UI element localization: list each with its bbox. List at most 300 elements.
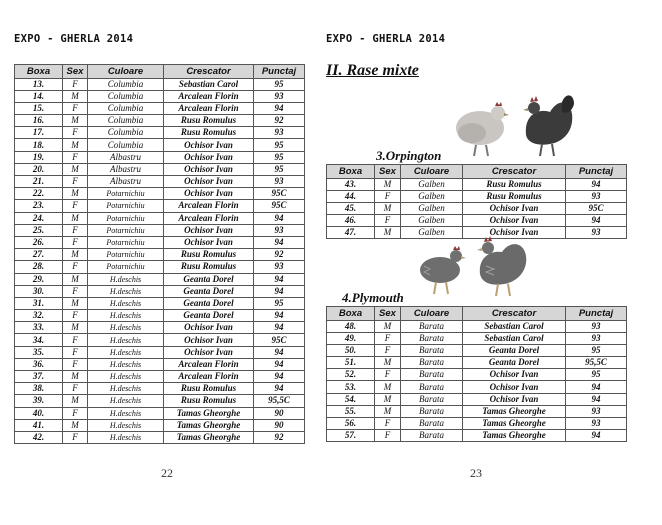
punctaj-cell: 92 — [254, 249, 305, 261]
boxa-cell: 51. — [327, 357, 375, 369]
sex-cell: F — [375, 418, 401, 430]
boxa-header: Boxa — [15, 65, 63, 79]
page-number: 22 — [161, 466, 173, 480]
sex-cell: F — [63, 127, 88, 139]
crescator-cell: Rusu Romulus — [463, 178, 566, 190]
boxa-cell: 30. — [15, 285, 63, 297]
table-row — [15, 261, 305, 273]
sex-cell: M — [63, 188, 88, 200]
table-row — [327, 418, 627, 430]
sex-cell: M — [63, 249, 88, 261]
crescator-cell: Geanta Dorel — [164, 310, 254, 322]
table-row — [15, 322, 305, 334]
plymouth-title: 4.Plymouth — [342, 290, 404, 305]
culoare-cell: H.deschis — [88, 395, 164, 407]
crescator-cell: Arcalean Florin — [164, 90, 254, 102]
punctaj-cell: 90 — [254, 407, 305, 419]
crescator-cell: Arcalean Florin — [164, 358, 254, 370]
punctaj-cell: 95 — [254, 139, 305, 151]
culoare-cell: H.deschis — [88, 358, 164, 370]
sex-cell: M — [63, 163, 88, 175]
crescator-cell: Ochisor Ivan — [463, 227, 566, 239]
punctaj-header: Punctaj — [254, 65, 305, 79]
table-row — [15, 431, 305, 443]
punctaj-cell: 95C — [254, 334, 305, 346]
culoare-cell: H.deschis — [88, 297, 164, 309]
crescator-cell: Sebastian Carol — [463, 320, 566, 332]
punctaj-cell: 94 — [254, 383, 305, 395]
sex-cell: F — [63, 224, 88, 236]
crescator-cell: Ochisor Ivan — [164, 346, 254, 358]
punctaj-cell: 90 — [254, 419, 305, 431]
sex-cell: M — [63, 395, 88, 407]
culoare-cell: Columbia — [88, 127, 164, 139]
culoare-cell: Galben — [401, 215, 463, 227]
boxa-cell: 54. — [327, 393, 375, 405]
punctaj-cell: 93 — [254, 127, 305, 139]
culoare-cell: Barata — [401, 393, 463, 405]
culoare-cell: Columbia — [88, 78, 164, 90]
crescator-cell: Ochisor Ivan — [164, 188, 254, 200]
crescator-cell: Geanta Dorel — [164, 297, 254, 309]
right-page — [318, 0, 662, 525]
culoare-cell: Barata — [401, 320, 463, 332]
table-row — [15, 285, 305, 297]
culoare-cell: H.deschis — [88, 371, 164, 383]
punctaj-cell: 94 — [254, 322, 305, 334]
sex-cell: F — [63, 200, 88, 212]
punctaj-cell: 93 — [566, 190, 627, 202]
culoare-cell: H.deschis — [88, 322, 164, 334]
boxa-cell: 26. — [15, 236, 63, 248]
culoare-cell: Barata — [401, 430, 463, 442]
punctaj-cell: 94 — [566, 381, 627, 393]
punctaj-cell: 95C — [254, 188, 305, 200]
culoare-header: Culoare — [401, 165, 463, 179]
sex-cell: M — [375, 381, 401, 393]
culoare-cell: Galben — [401, 202, 463, 214]
crescator-header: Crescator — [463, 307, 566, 321]
orpington-title: 3.Orpington — [376, 148, 442, 163]
table-row — [15, 407, 305, 419]
culoare-cell: H.deschis — [88, 334, 164, 346]
culoare-cell: H.deschis — [88, 346, 164, 358]
sex-cell: M — [63, 139, 88, 151]
table-row — [327, 357, 627, 369]
table-row — [15, 395, 305, 407]
culoare-cell: Barata — [401, 369, 463, 381]
culoare-cell: Potarnichiu — [88, 224, 164, 236]
culoare-cell: Albastru — [88, 151, 164, 163]
crescator-cell: Geanta Dorel — [164, 273, 254, 285]
punctaj-cell: 95 — [254, 297, 305, 309]
boxa-cell: 13. — [15, 78, 63, 90]
boxa-cell: 17. — [15, 127, 63, 139]
boxa-cell: 55. — [327, 405, 375, 417]
boxa-cell: 53. — [327, 381, 375, 393]
table-row — [327, 344, 627, 356]
punctaj-cell: 95 — [254, 151, 305, 163]
crescator-cell: Tamas Gheorghe — [463, 418, 566, 430]
culoare-cell: Barata — [401, 381, 463, 393]
crescator-cell: Ochisor Ivan — [463, 202, 566, 214]
punctaj-cell: 95 — [254, 78, 305, 90]
punctaj-cell: 94 — [254, 285, 305, 297]
table-row — [15, 151, 305, 163]
sex-cell: M — [63, 212, 88, 224]
table-row — [15, 212, 305, 224]
culoare-cell: Potarnichiu — [88, 236, 164, 248]
sex-cell: F — [375, 344, 401, 356]
table-row — [15, 358, 305, 370]
crescator-cell: Rusu Romulus — [164, 249, 254, 261]
crescator-header: Crescator — [164, 65, 254, 79]
punctaj-cell: 93 — [254, 261, 305, 273]
boxa-cell: 19. — [15, 151, 63, 163]
boxa-cell: 29. — [15, 273, 63, 285]
sex-cell: M — [63, 419, 88, 431]
sex-cell: F — [375, 369, 401, 381]
culoare-cell: Barata — [401, 418, 463, 430]
punctaj-cell: 93 — [566, 405, 627, 417]
culoare-cell: Barata — [401, 357, 463, 369]
culoare-cell: H.deschis — [88, 273, 164, 285]
crescator-cell: Sebastian Carol — [463, 332, 566, 344]
punctaj-cell: 93 — [566, 418, 627, 430]
left-page-header: EXPO - GHERLA 2014 — [14, 33, 134, 45]
left-page — [0, 0, 326, 525]
boxa-cell: 36. — [15, 358, 63, 370]
table-row — [327, 381, 627, 393]
punctaj-cell: 94 — [566, 393, 627, 405]
table-row — [327, 332, 627, 344]
culoare-cell: Galben — [401, 227, 463, 239]
plymouth-table — [326, 306, 627, 442]
punctaj-cell: 95C — [254, 200, 305, 212]
boxa-cell: 47. — [327, 227, 375, 239]
page-number: 23 — [470, 466, 482, 480]
punctaj-cell: 92 — [254, 431, 305, 443]
table-row — [15, 383, 305, 395]
plymouth-rooster-image — [477, 236, 526, 296]
culoare-cell: Barata — [401, 405, 463, 417]
table-row — [327, 202, 627, 214]
crescator-cell: Ochisor Ivan — [463, 393, 566, 405]
boxa-cell: 48. — [327, 320, 375, 332]
sex-cell: M — [63, 322, 88, 334]
crescator-cell: Rusu Romulus — [164, 383, 254, 395]
table-row — [15, 224, 305, 236]
punctaj-cell: 94 — [254, 346, 305, 358]
culoare-cell: Columbia — [88, 90, 164, 102]
sex-cell: F — [63, 176, 88, 188]
boxa-cell: 15. — [15, 102, 63, 114]
punctaj-cell: 94 — [254, 236, 305, 248]
sex-cell: M — [375, 178, 401, 190]
table-row — [327, 215, 627, 227]
punctaj-cell: 95C — [566, 202, 627, 214]
orpington-chickens-photo — [454, 90, 576, 160]
boxa-cell: 16. — [15, 115, 63, 127]
punctaj-cell: 93 — [566, 320, 627, 332]
crescator-cell: Sebastian Carol — [164, 78, 254, 90]
punctaj-cell: 95 — [566, 344, 627, 356]
sex-header: Sex — [375, 307, 401, 321]
boxa-cell: 40. — [15, 407, 63, 419]
boxa-cell: 35. — [15, 346, 63, 358]
table-header-row — [327, 165, 627, 179]
culoare-cell: Columbia — [88, 102, 164, 114]
sex-cell: M — [63, 371, 88, 383]
culoare-header: Culoare — [401, 307, 463, 321]
sex-cell: M — [375, 320, 401, 332]
boxa-header: Boxa — [327, 165, 375, 179]
culoare-cell: H.deschis — [88, 419, 164, 431]
punctaj-cell: 94 — [254, 371, 305, 383]
culoare-cell: Potarnichiu — [88, 188, 164, 200]
table-row — [15, 273, 305, 285]
culoare-cell: Columbia — [88, 139, 164, 151]
punctaj-cell: 93 — [254, 90, 305, 102]
boxa-cell: 57. — [327, 430, 375, 442]
boxa-cell: 32. — [15, 310, 63, 322]
crescator-cell: Rusu Romulus — [164, 115, 254, 127]
boxa-cell: 31. — [15, 297, 63, 309]
crescator-cell: Ochisor Ivan — [164, 236, 254, 248]
table-row — [15, 115, 305, 127]
table-row — [15, 346, 305, 358]
table-row — [15, 236, 305, 248]
crescator-cell: Ochisor Ivan — [164, 151, 254, 163]
crescator-cell: Ochisor Ivan — [164, 224, 254, 236]
culoare-cell: Galben — [401, 178, 463, 190]
boxa-cell: 43. — [327, 178, 375, 190]
boxa-cell: 45. — [327, 202, 375, 214]
section-title: II. Rase mixte — [326, 62, 419, 79]
culoare-cell: Barata — [401, 344, 463, 356]
punctaj-cell: 94 — [566, 430, 627, 442]
boxa-cell: 14. — [15, 90, 63, 102]
table-row — [15, 188, 305, 200]
sex-cell: M — [63, 273, 88, 285]
sex-cell: F — [63, 358, 88, 370]
sex-cell: F — [375, 190, 401, 202]
sex-cell: F — [375, 215, 401, 227]
sex-cell: F — [63, 431, 88, 443]
punctaj-header: Punctaj — [566, 307, 627, 321]
culoare-cell: Barata — [401, 332, 463, 344]
crescator-cell: Arcalean Florin — [164, 371, 254, 383]
culoare-header: Culoare — [88, 65, 164, 79]
table-header-row — [327, 307, 627, 321]
table-row — [15, 249, 305, 261]
boxa-cell: 23. — [15, 200, 63, 212]
boxa-cell: 21. — [15, 176, 63, 188]
punctaj-cell: 93 — [566, 332, 627, 344]
culoare-cell: Galben — [401, 190, 463, 202]
culoare-cell: H.deschis — [88, 431, 164, 443]
punctaj-cell: 92 — [254, 115, 305, 127]
culoare-cell: H.deschis — [88, 407, 164, 419]
table-row — [327, 320, 627, 332]
culoare-cell: Potarnichiu — [88, 261, 164, 273]
boxa-cell: 22. — [15, 188, 63, 200]
punctaj-cell: 94 — [254, 358, 305, 370]
culoare-cell: Potarnichiu — [88, 249, 164, 261]
sex-cell: M — [375, 227, 401, 239]
culoare-cell: Potarnichiu — [88, 212, 164, 224]
sex-cell: M — [63, 115, 88, 127]
crescator-cell: Geanta Dorel — [164, 285, 254, 297]
sex-cell: F — [63, 285, 88, 297]
crescator-cell: Ochisor Ivan — [164, 176, 254, 188]
left-results-table — [14, 64, 305, 444]
punctaj-cell: 93 — [566, 227, 627, 239]
crescator-cell: Ochisor Ivan — [164, 163, 254, 175]
culoare-cell: H.deschis — [88, 285, 164, 297]
sex-cell: M — [375, 202, 401, 214]
punctaj-cell: 93 — [254, 176, 305, 188]
right-page-header: EXPO - GHERLA 2014 — [326, 33, 446, 45]
boxa-cell: 42. — [15, 431, 63, 443]
punctaj-header: Punctaj — [566, 165, 627, 179]
table-row — [327, 190, 627, 202]
crescator-cell: Ochisor Ivan — [463, 381, 566, 393]
crescator-cell: Tamas Gheorghe — [463, 405, 566, 417]
table-row — [15, 102, 305, 114]
boxa-cell: 56. — [327, 418, 375, 430]
crescator-cell: Tamas Gheorghe — [463, 430, 566, 442]
table-row — [15, 78, 305, 90]
culoare-cell: Albastru — [88, 176, 164, 188]
boxa-cell: 25. — [15, 224, 63, 236]
sex-cell: M — [375, 393, 401, 405]
table-row — [327, 430, 627, 442]
sex-cell: F — [63, 151, 88, 163]
boxa-cell: 34. — [15, 334, 63, 346]
boxa-cell: 52. — [327, 369, 375, 381]
crescator-cell: Tamas Gheorghe — [164, 431, 254, 443]
culoare-cell: Potarnichiu — [88, 200, 164, 212]
culoare-cell: H.deschis — [88, 310, 164, 322]
table-row — [15, 371, 305, 383]
crescator-cell: Rusu Romulus — [164, 127, 254, 139]
punctaj-cell: 95,5C — [254, 395, 305, 407]
punctaj-cell: 95,5C — [566, 357, 627, 369]
table-row — [327, 369, 627, 381]
crescator-cell: Geanta Dorel — [463, 357, 566, 369]
boxa-cell: 27. — [15, 249, 63, 261]
boxa-cell: 33. — [15, 322, 63, 334]
crescator-cell: Ochisor Ivan — [463, 215, 566, 227]
crescator-cell: Ochisor Ivan — [164, 334, 254, 346]
boxa-cell: 28. — [15, 261, 63, 273]
punctaj-cell: 94 — [566, 215, 627, 227]
orpington-hen-image — [456, 102, 509, 156]
punctaj-cell: 94 — [254, 273, 305, 285]
crescator-cell: Arcalean Florin — [164, 200, 254, 212]
table-row — [15, 310, 305, 322]
boxa-cell: 20. — [15, 163, 63, 175]
boxa-cell: 46. — [327, 215, 375, 227]
orpington-table — [326, 164, 627, 239]
sex-header: Sex — [63, 65, 88, 79]
boxa-cell: 41. — [15, 419, 63, 431]
sex-cell: F — [63, 383, 88, 395]
boxa-cell: 24. — [15, 212, 63, 224]
crescator-cell: Geanta Dorel — [463, 344, 566, 356]
punctaj-cell: 94 — [254, 102, 305, 114]
culoare-cell: Albastru — [88, 163, 164, 175]
plymouth-chickens-photo — [418, 236, 530, 300]
culoare-cell: Columbia — [88, 115, 164, 127]
table-row — [15, 90, 305, 102]
boxa-cell: 38. — [15, 383, 63, 395]
orpington-rooster-image — [523, 95, 574, 156]
boxa-cell: 37. — [15, 371, 63, 383]
crescator-cell: Ochisor Ivan — [463, 369, 566, 381]
sex-cell: M — [63, 297, 88, 309]
sex-cell: F — [63, 334, 88, 346]
culoare-cell: H.deschis — [88, 383, 164, 395]
crescator-header: Crescator — [463, 165, 566, 179]
boxa-cell: 44. — [327, 190, 375, 202]
table-row — [15, 163, 305, 175]
punctaj-cell: 95 — [566, 369, 627, 381]
sex-cell: F — [63, 236, 88, 248]
boxa-header: Boxa — [327, 307, 375, 321]
plymouth-hen-image — [420, 246, 466, 294]
sex-cell: F — [63, 310, 88, 322]
punctaj-cell: 93 — [254, 224, 305, 236]
sex-cell: M — [63, 90, 88, 102]
table-row — [15, 200, 305, 212]
crescator-cell: Arcalean Florin — [164, 102, 254, 114]
crescator-cell: Rusu Romulus — [463, 190, 566, 202]
boxa-cell: 18. — [15, 139, 63, 151]
sex-cell: F — [63, 407, 88, 419]
sex-cell: F — [63, 261, 88, 273]
crescator-cell: Rusu Romulus — [164, 261, 254, 273]
sex-cell: F — [63, 102, 88, 114]
crescator-cell: Rusu Romulus — [164, 395, 254, 407]
crescator-cell: Tamas Gheorghe — [164, 407, 254, 419]
table-row — [327, 393, 627, 405]
sex-cell: M — [375, 405, 401, 417]
crescator-cell: Ochisor Ivan — [164, 322, 254, 334]
sex-cell: F — [375, 332, 401, 344]
table-row — [15, 297, 305, 309]
boxa-cell: 50. — [327, 344, 375, 356]
punctaj-cell: 94 — [254, 212, 305, 224]
punctaj-cell: 95 — [254, 163, 305, 175]
table-header-row — [15, 65, 305, 79]
table-row — [327, 405, 627, 417]
table-row — [15, 139, 305, 151]
sex-cell: M — [375, 357, 401, 369]
boxa-cell: 49. — [327, 332, 375, 344]
boxa-cell: 39. — [15, 395, 63, 407]
sex-cell: F — [63, 346, 88, 358]
table-row — [15, 419, 305, 431]
sex-cell: F — [375, 430, 401, 442]
crescator-cell: Ochisor Ivan — [164, 139, 254, 151]
punctaj-cell: 94 — [566, 178, 627, 190]
table-row — [15, 127, 305, 139]
crescator-cell: Arcalean Florin — [164, 212, 254, 224]
table-row — [327, 178, 627, 190]
sex-cell: F — [63, 78, 88, 90]
